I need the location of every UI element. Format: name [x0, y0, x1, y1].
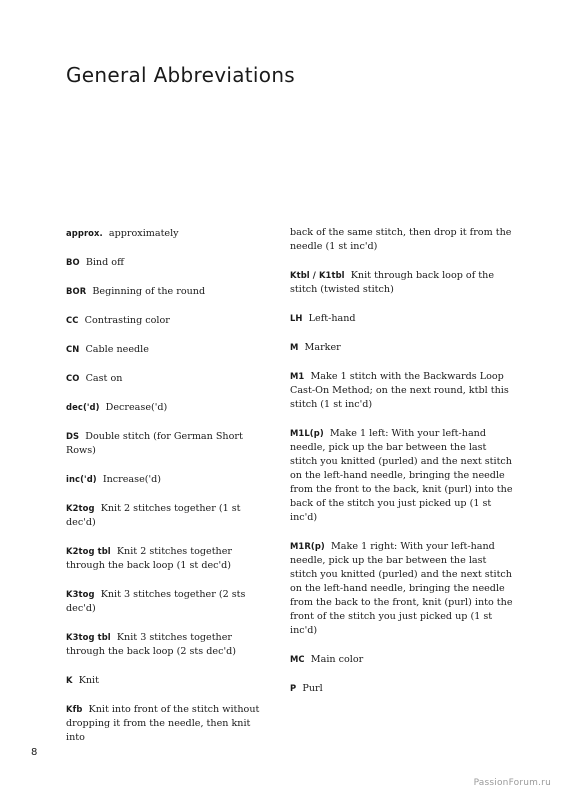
- watermark: PassionForum.ru: [473, 778, 551, 788]
- abbreviation-term: K3tog tbl: [66, 632, 111, 642]
- page-title: General Abbreviations: [66, 63, 296, 87]
- abbreviation-entry: [290, 652, 515, 667]
- abbreviation-term: K: [66, 675, 73, 685]
- abbreviation-entry: [290, 340, 515, 355]
- abbreviation-entry: [66, 429, 271, 458]
- abbreviation-term: K2tog: [66, 503, 95, 513]
- abbreviation-entry: [66, 255, 271, 270]
- page-number: 8: [31, 747, 38, 758]
- abbreviation-definition: Knit 2 stitches together (1 st dec'd): [66, 503, 241, 528]
- abbreviation-term: P: [290, 683, 297, 693]
- abbreviation-term: K2tog tbl: [66, 546, 111, 556]
- abbreviation-term: LH: [290, 313, 303, 323]
- abbreviation-term: dec('d): [66, 402, 100, 412]
- abbreviation-term: Ktbl / K1tbl: [290, 270, 345, 280]
- abbreviation-definition: Main color: [310, 654, 364, 665]
- abbreviation-entry: [66, 544, 271, 573]
- abbreviation-entry: [290, 426, 515, 525]
- abbreviation-entry: [66, 673, 271, 688]
- abbreviation-definition: Knit into front of the stitch without dropping it from the needle, then knit into: [66, 704, 260, 743]
- abbreviation-definition: Beginning of the round: [92, 286, 206, 297]
- abbreviation-term: CN: [66, 344, 80, 354]
- abbreviation-definition: Marker: [304, 342, 341, 353]
- abbreviation-definition: Cast on: [85, 373, 123, 384]
- abbreviation-term: M1: [290, 371, 305, 381]
- abbreviation-definition: Knit 3 stitches together (2 sts dec'd): [66, 589, 246, 614]
- abbreviation-definition: Knit 2 stitches together through the back loop (1 st dec'd): [66, 546, 232, 571]
- abbreviation-term: MC: [290, 654, 305, 664]
- abbreviation-entry: [290, 539, 515, 638]
- abbreviation-term: BOR: [66, 286, 87, 296]
- abbreviation-definition: Cable needle: [85, 344, 149, 355]
- abbreviation-term: Kfb: [66, 704, 83, 714]
- abbreviation-entry: [66, 472, 271, 487]
- abbreviation-definition: back of the same stitch, then drop it from the needle (1 st inc'd): [290, 227, 512, 252]
- abbreviation-term: DS: [66, 431, 80, 441]
- abbreviation-term: CO: [66, 373, 80, 383]
- abbreviation-entry: [290, 369, 515, 412]
- abbreviation-definition: Knit: [78, 675, 99, 686]
- abbreviation-term: K3tog: [66, 589, 95, 599]
- abbreviations-right-column: [290, 226, 515, 710]
- abbreviation-term: BO: [66, 257, 80, 267]
- abbreviation-term: M: [290, 342, 299, 352]
- abbreviation-entry: [66, 400, 271, 415]
- abbreviation-definition: Left-hand: [308, 313, 356, 324]
- abbreviation-definition: Bind off: [85, 257, 124, 268]
- abbreviation-definition: Purl: [302, 683, 323, 694]
- abbreviation-entry: [66, 501, 271, 530]
- abbreviation-entry: [66, 371, 271, 386]
- abbreviation-entry-continued: [290, 226, 515, 254]
- abbreviation-definition: Make 1 right: With your left-hand needle, pick up the bar between the last stitch you knitted (purled) and the next stitch on the left-hand needle, bringing the needle from the back to the front, knit (purl) into the front of the stitch you just picked up (1 st inc'd): [290, 541, 513, 636]
- abbreviation-term: CC: [66, 315, 79, 325]
- abbreviation-definition: Increase('d): [102, 474, 162, 485]
- abbreviation-definition: approximately: [108, 228, 179, 239]
- abbreviation-entry: [290, 681, 515, 696]
- abbreviation-term: M1R(p): [290, 541, 325, 551]
- abbreviation-definition: Decrease('d): [105, 402, 168, 413]
- abbreviation-definition: Double stitch (for German Short Rows): [66, 431, 243, 456]
- abbreviation-entry: [66, 342, 271, 357]
- abbreviations-left-column: [66, 226, 271, 759]
- abbreviation-definition: Knit 3 stitches together through the back loop (2 sts dec'd): [66, 632, 236, 657]
- abbreviation-term: inc('d): [66, 474, 97, 484]
- abbreviation-entry: [66, 702, 271, 745]
- abbreviation-definition: Make 1 stitch with the Backwards Loop Cast-On Method; on the next round, ktbl this stitch (1 st inc'd): [290, 371, 509, 410]
- abbreviation-entry: [66, 587, 271, 616]
- abbreviation-entry: [66, 284, 271, 299]
- abbreviation-definition: Contrasting color: [84, 315, 170, 326]
- abbreviation-entry: [66, 313, 271, 328]
- abbreviation-entry: [290, 268, 515, 297]
- abbreviation-definition: Knit through back loop of the stitch (twisted stitch): [290, 270, 495, 295]
- abbreviation-term: approx.: [66, 228, 103, 238]
- abbreviation-entry: [66, 630, 271, 659]
- abbreviation-term: M1L(p): [290, 428, 324, 438]
- abbreviation-entry: [290, 311, 515, 326]
- abbreviation-definition: Make 1 left: With your left-hand needle, pick up the bar between the last stitch you knitted (purled) and the next stitch on the left-hand needle, bringing the needle from the front to the back, knit (purl) into the back of the stitch you just picked up (1 st inc'd): [290, 428, 513, 523]
- abbreviation-entry: [66, 226, 271, 241]
